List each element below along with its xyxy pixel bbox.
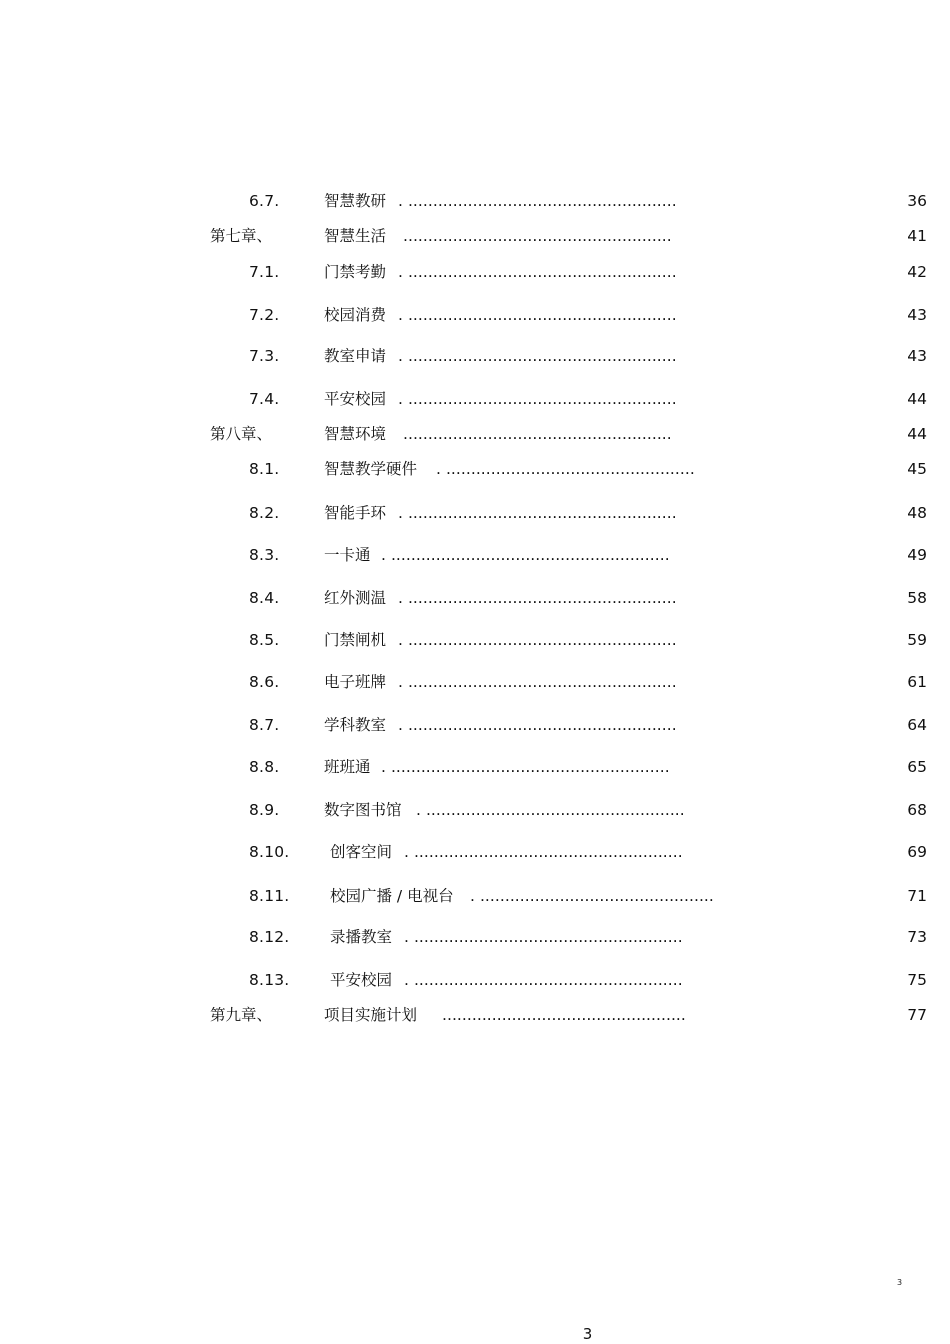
toc-entry-8-7[interactable] (0, 714, 950, 736)
toc-entry-6-7[interactable] (0, 190, 950, 212)
toc-entry-title: 智慧教研 (324, 192, 387, 210)
footer-page-number: 3 (582, 1325, 593, 1343)
toc-entry-8-5[interactable] (0, 629, 950, 651)
toc-entry-title: 校园广播 / 电视台 (330, 887, 454, 905)
toc-entry-leader: . ...................................................... (404, 971, 683, 989)
toc-entry-page: 69 (907, 843, 927, 861)
toc-entry-leader: ...................................................... (403, 227, 672, 245)
toc-entry-title: 智慧环境 (324, 425, 387, 443)
toc-entry-page: 43 (907, 347, 927, 365)
toc-entry-page: 48 (907, 504, 927, 522)
toc-entry-number: 7.3. (249, 347, 280, 365)
toc-entry-8-1[interactable] (0, 458, 950, 480)
toc-entry-number: 8.8. (249, 758, 280, 776)
toc-entry-page: 43 (907, 306, 927, 324)
toc-entry-leader: . ...................................................... (398, 347, 677, 365)
toc-entry-7-3[interactable] (0, 345, 950, 367)
toc-entry-number: 8.13. (249, 971, 290, 989)
toc-entry-number: 7.1. (249, 263, 280, 281)
toc-entry-leader: . ...................................................... (398, 673, 677, 691)
toc-entry-leader: . ...................................................... (398, 306, 677, 324)
toc-entry-number: 7.4. (249, 390, 280, 408)
toc-entry-number: 8.6. (249, 673, 280, 691)
toc-entry-page: 59 (907, 631, 927, 649)
toc-entry-title: 学科教室 (324, 716, 387, 734)
toc-entry-number: 8.12. (249, 928, 290, 946)
toc-entry-page: 64 (907, 716, 927, 734)
toc-entry-leader: . ...................................................... (398, 263, 677, 281)
toc-entry-8-3[interactable] (0, 544, 950, 566)
toc-entry-page: 44 (907, 425, 927, 443)
toc-entry-chapter-9[interactable] (0, 1004, 950, 1026)
toc-entry-page: 49 (907, 546, 927, 564)
toc-entry-8-4[interactable] (0, 587, 950, 609)
toc-entry-7-1[interactable] (0, 261, 950, 283)
toc-entry-leader: . ...................................................... (398, 192, 677, 210)
toc-entry-number: 8.3. (249, 546, 280, 564)
toc-entry-title: 班班通 (324, 758, 371, 776)
toc-entry-page: 41 (907, 227, 927, 245)
toc-entry-number: 8.5. (249, 631, 280, 649)
toc-entry-8-6[interactable] (0, 671, 950, 693)
toc-entry-number: 8.11. (249, 887, 290, 905)
toc-entry-title: 门禁考勤 (324, 263, 387, 281)
toc-entry-leader: ...................................................... (403, 425, 672, 443)
toc-entry-title: 智慧教学硬件 (324, 460, 418, 478)
toc-entry-title: 红外测温 (324, 589, 387, 607)
toc-entry-page: 65 (907, 758, 927, 776)
toc-entry-page: 73 (907, 928, 927, 946)
toc-entry-page: 75 (907, 971, 927, 989)
toc-entry-8-12[interactable] (0, 926, 950, 948)
toc-entry-page: 77 (907, 1006, 927, 1024)
toc-entry-number: 8.10. (249, 843, 290, 861)
toc-entry-chapter-8[interactable] (0, 423, 950, 445)
toc-entry-title: 项目实施计划 (324, 1006, 418, 1024)
toc-entry-leader: . ...................................................... (398, 631, 677, 649)
toc-entry-title: 录播教室 (330, 928, 393, 946)
toc-entry-8-11[interactable] (0, 885, 950, 907)
toc-entry-leader: . ...................................................... (398, 716, 677, 734)
toc-entry-title: 平安校园 (324, 390, 387, 408)
toc-entry-title: 智慧生活 (324, 227, 387, 245)
toc-entry-8-10[interactable] (0, 841, 950, 863)
toc-chapter-number: 第八章、 (210, 425, 273, 443)
toc-entry-page: 58 (907, 589, 927, 607)
toc-entry-8-2[interactable] (0, 502, 950, 524)
toc-entry-title: 电子班牌 (324, 673, 387, 691)
toc-entry-title: 创客空间 (330, 843, 393, 861)
toc-entry-7-4[interactable] (0, 388, 950, 410)
toc-entry-leader: . .................................................... (416, 801, 685, 819)
toc-entry-leader: . ...................................................... (398, 589, 677, 607)
toc-entry-page: 68 (907, 801, 927, 819)
toc-entry-title: 智能手环 (324, 504, 387, 522)
toc-entry-number: 8.1. (249, 460, 280, 478)
toc-entry-title: 教室申请 (324, 347, 387, 365)
toc-entry-page: 61 (907, 673, 927, 691)
toc-entry-page: 44 (907, 390, 927, 408)
toc-entry-title: 平安校园 (330, 971, 393, 989)
toc-entry-number: 8.9. (249, 801, 280, 819)
toc-entry-leader: ................................................. (442, 1006, 686, 1024)
toc-entry-leader: . ...................................................... (404, 928, 683, 946)
toc-entry-8-13[interactable] (0, 969, 950, 991)
toc-entry-7-2[interactable] (0, 304, 950, 326)
toc-entry-leader: . ...................................................... (398, 504, 677, 522)
toc-entry-8-9[interactable] (0, 799, 950, 821)
toc-entry-title: 校园消费 (324, 306, 387, 324)
toc-entry-leader: . ........................................................ (381, 758, 670, 776)
toc-entry-leader: . ...................................................... (404, 843, 683, 861)
toc-entry-8-8[interactable] (0, 756, 950, 778)
toc-entry-leader: . ...................................................... (398, 390, 677, 408)
toc-entry-number: 8.2. (249, 504, 280, 522)
toc-entry-number: 6.7. (249, 192, 280, 210)
toc-entry-page: 42 (907, 263, 927, 281)
toc-entry-page: 36 (907, 192, 927, 210)
toc-entry-page: 71 (907, 887, 927, 905)
toc-chapter-number: 第九章、 (210, 1006, 273, 1024)
small-page-marker: 3 (897, 1278, 903, 1287)
toc-chapter-number: 第七章、 (210, 227, 273, 245)
toc-entry-leader: . .................................................. (436, 460, 695, 478)
toc-entry-title: 数字图书馆 (324, 801, 402, 819)
toc-entry-number: 8.7. (249, 716, 280, 734)
toc-entry-page: 45 (907, 460, 927, 478)
toc-entry-chapter-7[interactable] (0, 225, 950, 247)
toc-entry-title: 一卡通 (324, 546, 371, 564)
toc-entry-leader: . ........................................................ (381, 546, 670, 564)
toc-entry-leader: . ............................................... (470, 887, 714, 905)
toc-entry-title: 门禁闸机 (324, 631, 387, 649)
toc-entry-number: 7.2. (249, 306, 280, 324)
toc-entry-number: 8.4. (249, 589, 280, 607)
